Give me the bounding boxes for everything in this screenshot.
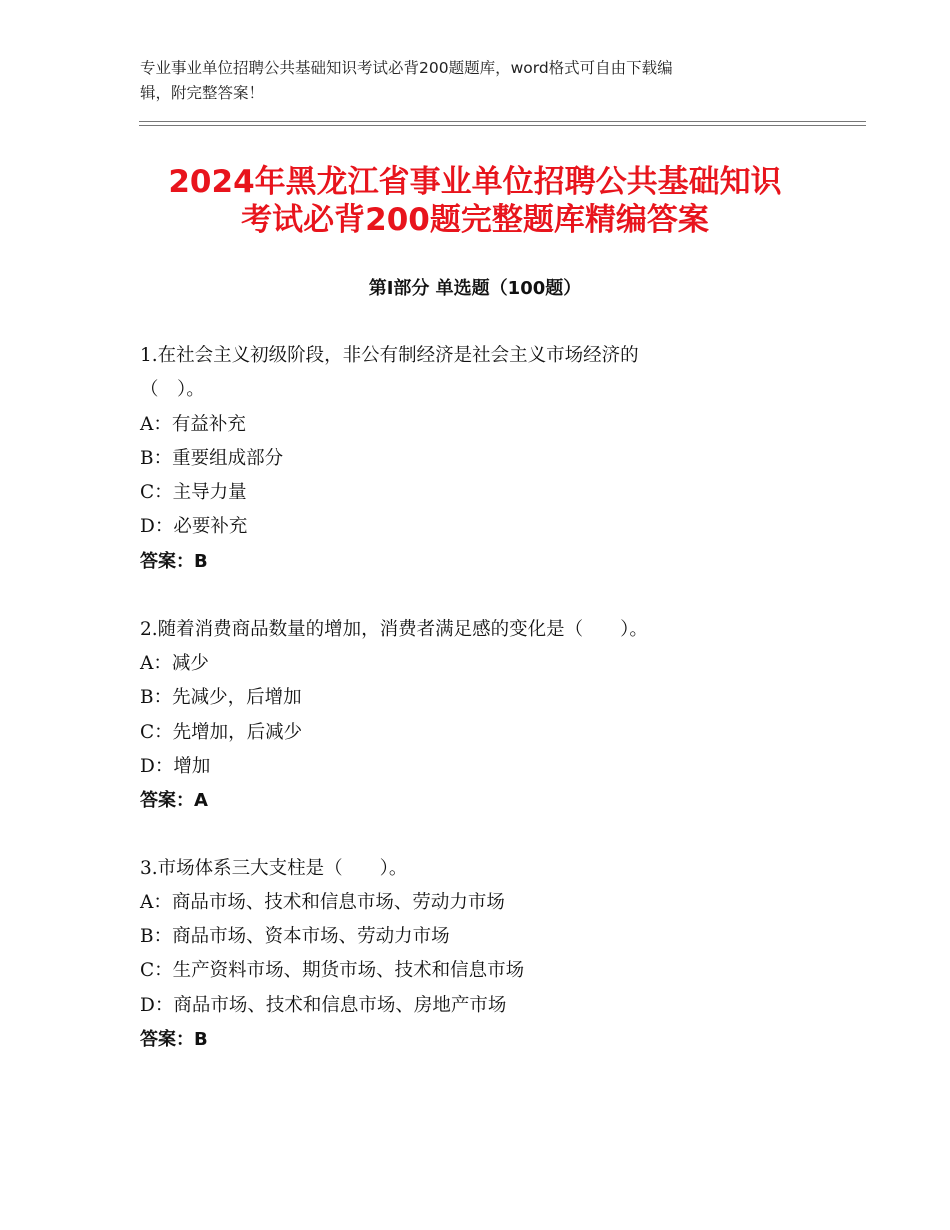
question-2-option-c: C：先增加，后减少 [140, 722, 303, 743]
question-1-stem: 1.在社会主义初级阶段，非公有制经济是社会主义市场经济的 [140, 345, 639, 366]
question-1-option-b: B：重要组成部分 [140, 448, 284, 469]
question-2-option-a: A：减少 [140, 653, 209, 674]
document-title-line1: 2024年黑龙江省事业单位招聘公共基础知识 [168, 164, 782, 200]
question-1-stem-continued: （ ）。 [140, 379, 205, 400]
document-title-line2: 考试必背200题完整题库精编答案 [241, 202, 709, 238]
question-2-option-d: D：增加 [140, 756, 211, 777]
question-3-option-a: A：商品市场、技术和信息市场、劳动力市场 [140, 892, 505, 913]
question-1-option-c: C：主导力量 [140, 482, 247, 503]
question-3-answer: 答案：B [140, 1029, 208, 1050]
question-2-option-b: B：先减少，后增加 [140, 687, 302, 708]
question-2-stem: 2.随着消费商品数量的增加，消费者满足感的变化是（ ）。 [140, 619, 648, 640]
question-3-option-b: B：商品市场、资本市场、劳动力市场 [140, 926, 450, 947]
question-3-option-c: C：生产资料市场、期货市场、技术和信息市场 [140, 960, 525, 981]
header-rule [139, 121, 866, 122]
question-1-answer: 答案：B [140, 551, 208, 572]
header-rule-secondary [139, 125, 866, 126]
header-note-line1: 专业事业单位招聘公共基础知识考试必背200题题库，word格式可自由下载编 [140, 59, 673, 77]
header-note [140, 56, 800, 106]
question-3-option-d: D：商品市场、技术和信息市场、房地产市场 [140, 995, 507, 1016]
section-heading: 第Ⅰ部分 单选题（100题） [368, 278, 582, 299]
header-note-line2: 辑，附完整答案！ [140, 84, 265, 102]
question-2-answer: 答案：A [140, 790, 208, 811]
question-3-stem: 3.市场体系三大支柱是（ ）。 [140, 858, 408, 879]
question-1-option-a: A：有益补充 [140, 414, 246, 435]
question-1-option-d: D：必要补充 [140, 516, 248, 537]
